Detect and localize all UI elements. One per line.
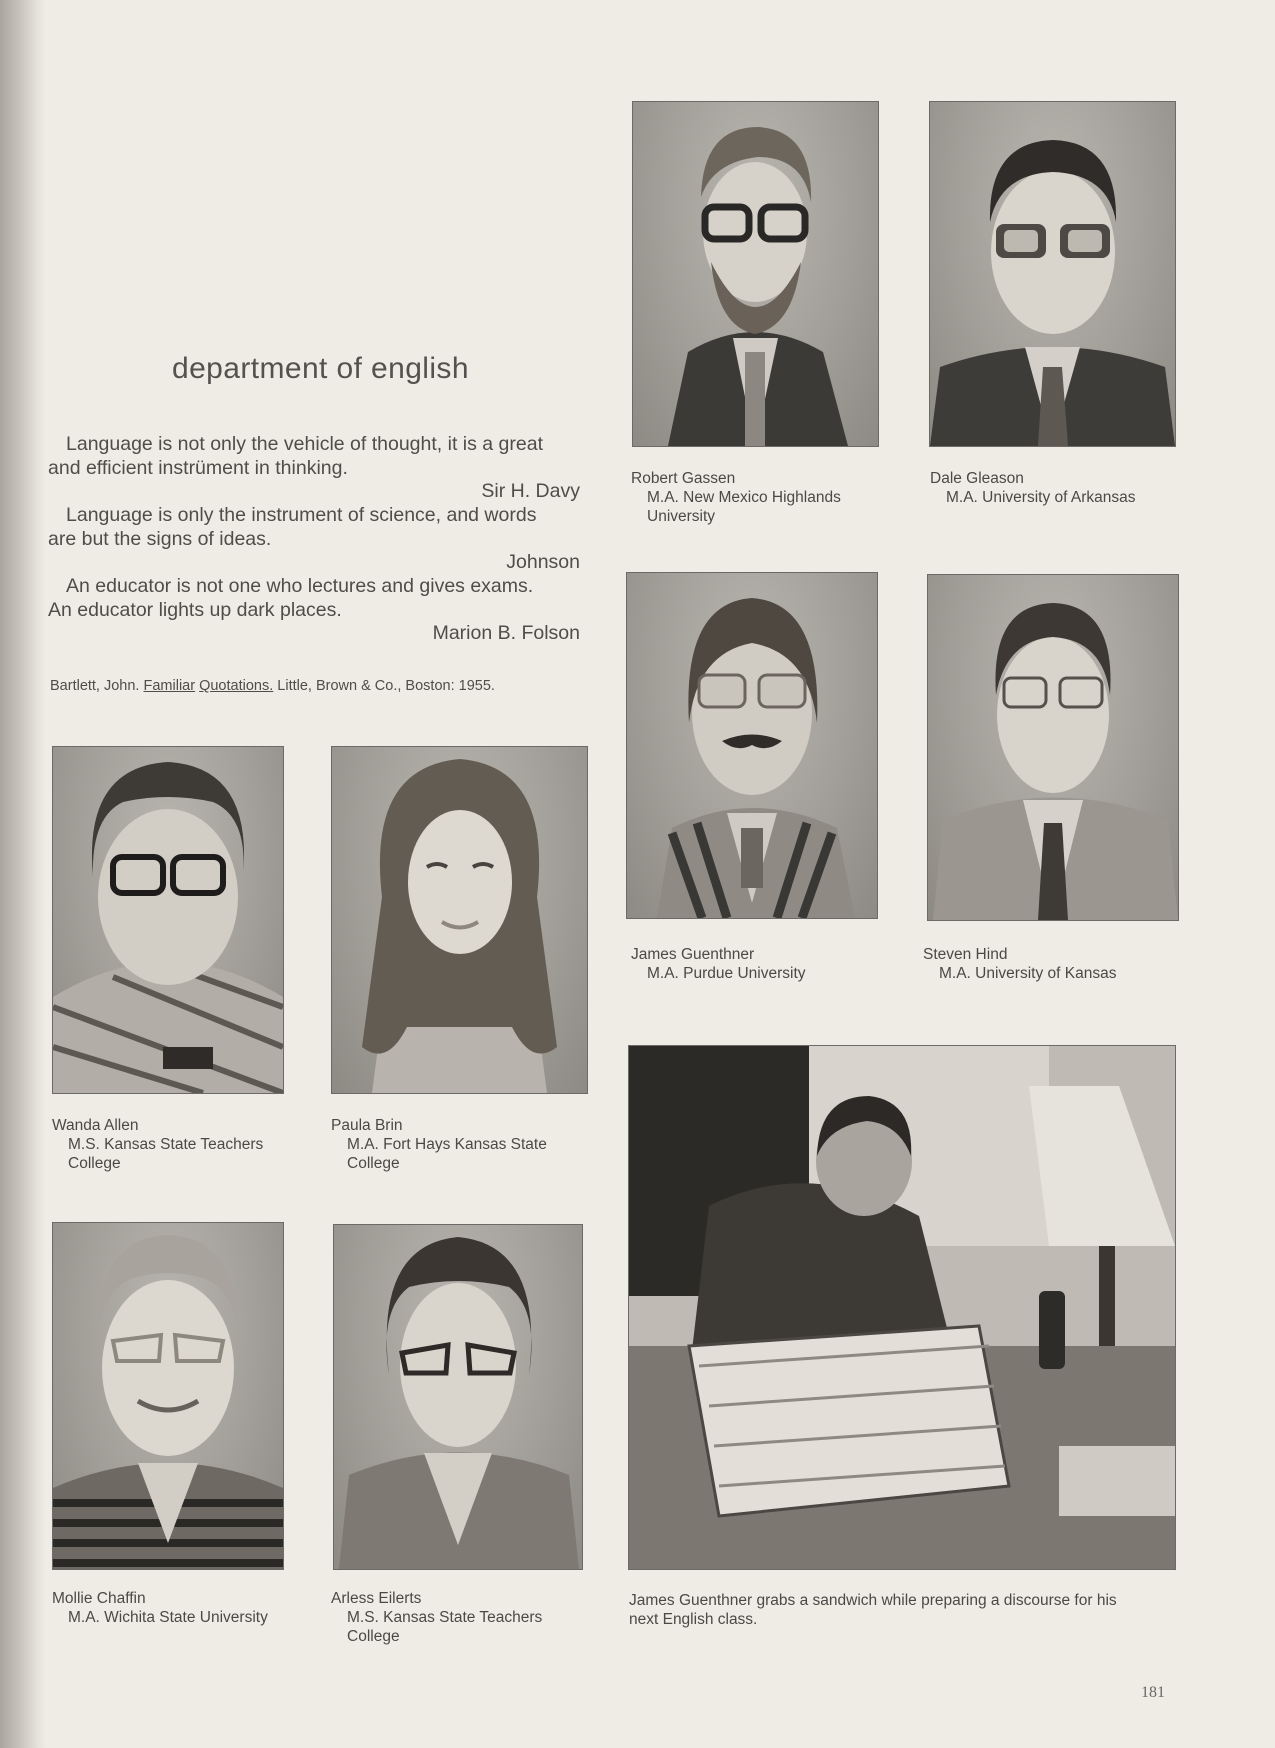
candid-caption-line-1: James Guenthner grabs a sandwich while preparing a discourse for his (629, 1592, 1117, 1609)
faculty-degree-cont: College (347, 1155, 400, 1172)
faculty-degree: M.A. New Mexico Highlands (647, 489, 841, 506)
portrait-wanda-allen (52, 746, 284, 1094)
faculty-degree: M.S. Kansas State Teachers (347, 1609, 543, 1626)
candid-photo-guenthner (628, 1045, 1176, 1570)
quote-2-line-1: Language is only the instrument of science, and words (66, 504, 537, 526)
citation-title-2: Quotations. (199, 678, 274, 694)
portrait-steven-hind (927, 574, 1179, 921)
caption-steven-hind (923, 945, 1193, 983)
quote-3-line-2: An educator lights up dark places. (48, 599, 342, 621)
faculty-degree-cont: College (68, 1155, 121, 1172)
page-number: 181 (1141, 1684, 1165, 1701)
citation (50, 678, 590, 694)
caption-dale-gleason (930, 469, 1200, 507)
caption-arless-eilerts (331, 1589, 601, 1646)
citation-title-1: Familiar (143, 678, 196, 694)
faculty-degree: M.A. University of Kansas (939, 965, 1117, 982)
quote-3 (48, 574, 580, 622)
caption-robert-gassen (631, 469, 901, 526)
candid-caption-line-2: next English class. (629, 1611, 758, 1628)
faculty-name: Dale Gleason (930, 470, 1024, 487)
portrait-mollie-chaffin (52, 1222, 284, 1570)
caption-paula-brin (331, 1116, 601, 1173)
faculty-degree-cont: College (347, 1628, 400, 1645)
caption-wanda-allen (52, 1116, 312, 1173)
portrait-robert-gassen (632, 101, 879, 447)
faculty-degree: M.A. Wichita State University (68, 1609, 268, 1626)
quote-1-line-1: Language is not only the vehicle of thought, it is a great (66, 433, 543, 455)
portrait-dale-gleason (929, 101, 1176, 447)
quote-1 (48, 432, 580, 480)
faculty-name: James Guenthner (631, 946, 755, 963)
quote-2-author: Johnson (506, 551, 580, 573)
faculty-name: Wanda Allen (52, 1117, 139, 1134)
citation-suffix: Little, Brown & Co., Boston: 1955. (273, 678, 495, 694)
page-title: department of english (172, 352, 469, 385)
faculty-name: Robert Gassen (631, 470, 736, 487)
quote-3-author: Marion B. Folson (432, 622, 580, 644)
quote-1-line-2: and efficient instrüment in thinking. (48, 457, 348, 479)
faculty-degree: M.A. Purdue University (647, 965, 806, 982)
faculty-degree: M.S. Kansas State Teachers (68, 1136, 264, 1153)
book-spine-shadow (0, 0, 46, 1748)
faculty-degree: M.A. Fort Hays Kansas State (347, 1136, 547, 1153)
faculty-name: Mollie Chaffin (52, 1590, 146, 1607)
portrait-paula-brin (331, 746, 588, 1094)
quote-2 (48, 503, 580, 551)
portrait-arless-eilerts (333, 1224, 583, 1570)
portrait-james-guenthner (626, 572, 878, 919)
faculty-name: Arless Eilerts (331, 1590, 422, 1607)
quotes-block (48, 432, 580, 645)
quote-2-line-2: are but the signs of ideas. (48, 528, 272, 550)
faculty-name: Steven Hind (923, 946, 1008, 963)
quote-1-author: Sir H. Davy (481, 480, 580, 502)
citation-prefix: Bartlett, John. (50, 678, 144, 694)
faculty-degree-cont: University (647, 508, 716, 525)
caption-james-guenthner (631, 945, 901, 983)
candid-caption (629, 1591, 1181, 1629)
caption-mollie-chaffin (52, 1589, 322, 1627)
faculty-degree: M.A. University of Arkansas (946, 489, 1136, 506)
quote-3-line-1: An educator is not one who lectures and gives exams. (66, 575, 534, 597)
faculty-name: Paula Brin (331, 1117, 403, 1134)
